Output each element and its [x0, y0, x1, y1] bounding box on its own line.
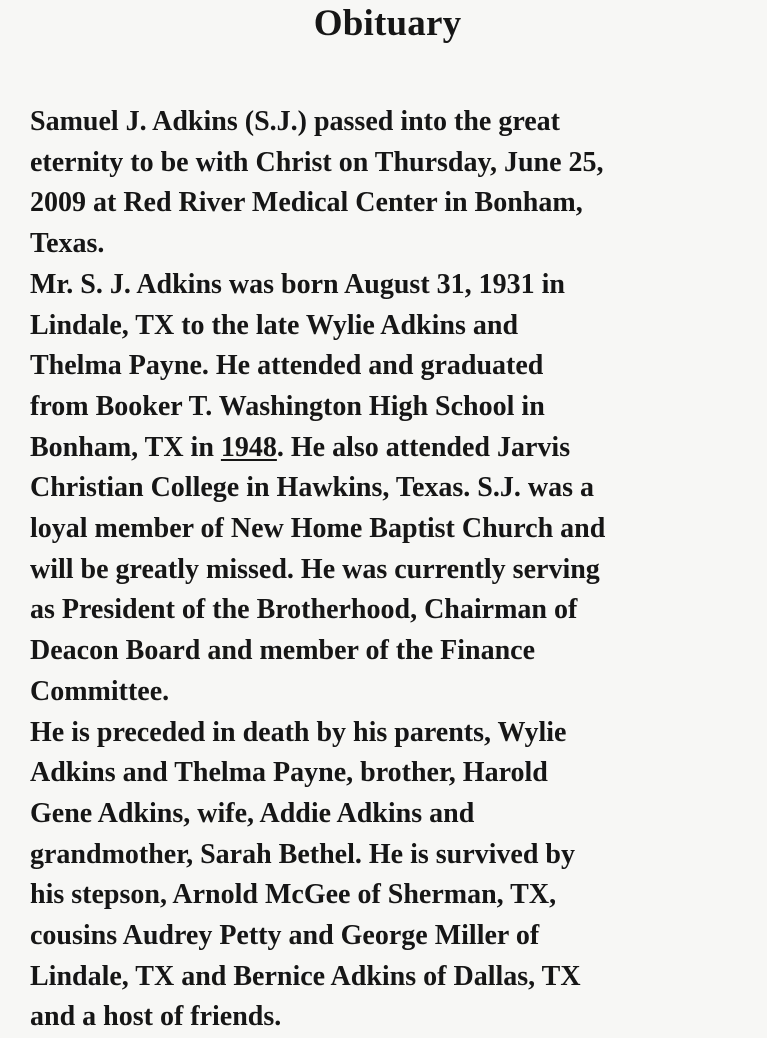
- text-line: Lindale, TX and Bernice Adkins of Dallas, TX: [30, 960, 581, 992]
- text-line: Christian College in Hawkins, Texas. S.J. was a: [30, 472, 594, 504]
- text-line: 2009 at Red River Medical Center in Bonham,: [30, 187, 583, 219]
- text-line: Samuel J. Adkins (S.J.) passed into the great: [30, 106, 561, 137]
- text-line: grandmother, Sarah Bethel. He is survived by: [30, 838, 575, 870]
- paragraph-biography: [30, 265, 745, 713]
- text-line: Deacon Board and member of the Finance: [30, 635, 535, 667]
- text-line: Mr. S. J. Adkins was born August 31, 1931 in: [30, 268, 566, 300]
- paragraph-death-notice: [30, 102, 745, 265]
- text-line: as President of the Brotherhood, Chairman of: [30, 594, 578, 626]
- text-line: Thelma Payne. He attended and graduated: [30, 350, 544, 382]
- text-line: Adkins and Thelma Payne, brother, Harold: [30, 757, 548, 789]
- obituary-title: Obituary: [313, 3, 462, 44]
- graduation-year: 1948: [220, 431, 277, 463]
- text-line: [30, 428, 745, 469]
- text-line: will be greatly missed. He was currently serving: [30, 553, 600, 585]
- text-segment: . He also attended Jarvis: [276, 431, 571, 463]
- text-segment: Bonham, TX in: [30, 431, 221, 463]
- obituary-body: [30, 102, 745, 1038]
- text-line: Texas.: [30, 228, 105, 260]
- text-line: Committee.: [30, 675, 170, 707]
- text-line: Gene Adkins, wife, Addie Adkins and: [30, 797, 475, 829]
- text-line: from Booker T. Washington High School in: [30, 390, 545, 422]
- text-line: his stepson, Arnold McGee of Sherman, TX,: [30, 879, 557, 911]
- text-line: eternity to be with Christ on Thursday, June 25,: [30, 146, 604, 178]
- text-line: loyal member of New Home Baptist Church and: [30, 513, 606, 545]
- text-line: He is preceded in death by his parents, Wylie: [30, 716, 567, 748]
- text-line: Lindale, TX to the late Wylie Adkins and: [30, 309, 519, 341]
- paragraph-family: [30, 713, 745, 1038]
- text-line: cousins Audrey Petty and George Miller of: [30, 920, 540, 952]
- text-line: and a host of friends.: [30, 1001, 282, 1033]
